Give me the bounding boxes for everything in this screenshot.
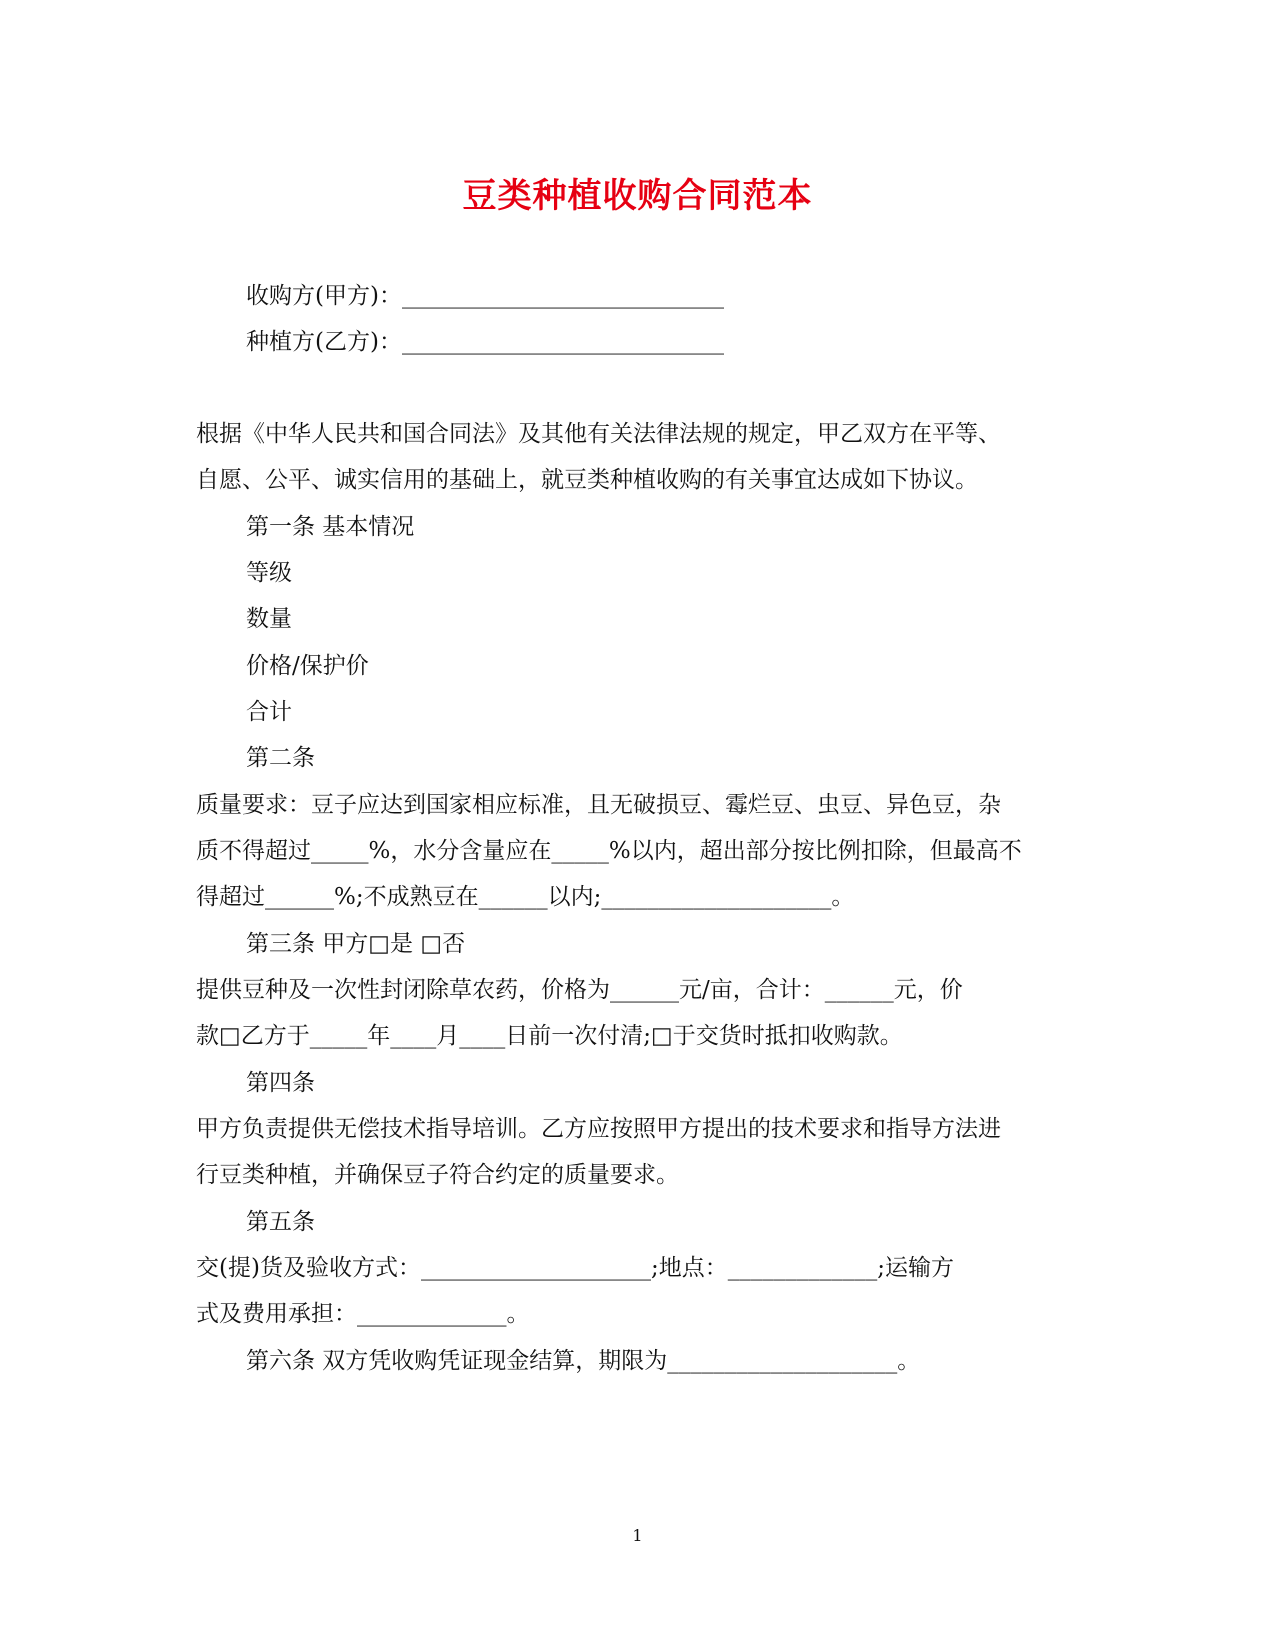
page-number: 1 — [632, 1526, 643, 1545]
article-5-heading: 第五条 — [246, 1209, 315, 1235]
article-3-heading: 第三条 甲方□是 □否 — [246, 931, 466, 957]
article-3-line-1: 提供豆种及一次性封闭除草农药，价格为______元/亩，合计：______元，价 — [196, 977, 963, 1003]
article-5-line-1: 交(提)货及验收方式：____________________;地点：_____________;运输方 — [196, 1255, 954, 1281]
article-2-line-1: 质量要求：豆子应达到国家相应标准，且无破损豆、霉烂豆、虫豆、异色豆，杂 — [196, 792, 1001, 818]
article-2-line-3: 得超过______%;不成熟豆在______以内;____________________。 — [196, 884, 855, 910]
grower-party-line: 种植方(乙方)：____________________________ — [246, 329, 724, 355]
buyer-party-line: 收购方(甲方)：____________________________ — [246, 283, 724, 309]
article-6-line: 第六条 双方凭收购凭证现金结算，期限为____________________。 — [246, 1348, 921, 1374]
article-3-line-2: 款□乙方于_____年____月____日前一次付清;□于交货时抵扣收购款。 — [196, 1023, 903, 1049]
article-1-heading: 第一条 基本情况 — [246, 514, 415, 540]
article-2-heading: 第二条 — [246, 745, 315, 771]
preamble-line-2: 自愿、公平、诚实信用的基础上，就豆类种植收购的有关事宜达成如下协议。 — [196, 467, 978, 493]
article-4-heading: 第四条 — [246, 1070, 315, 1096]
article-2-line-2: 质不得超过_____%，水分含量应在_____%以内，超出部分按比例扣除，但最高不 — [196, 838, 1022, 864]
article-4-line-2: 行豆类种植，并确保豆子符合约定的质量要求。 — [196, 1162, 679, 1188]
document-title: 豆类种植收购合同范本 — [462, 176, 813, 216]
article-1-grade: 等级 — [246, 560, 292, 586]
article-1-quantity: 数量 — [246, 606, 292, 632]
article-4-line-1: 甲方负责提供无偿技术指导培训。乙方应按照甲方提出的技术要求和指导方法进 — [196, 1116, 1001, 1142]
article-1-total: 合计 — [246, 699, 292, 725]
article-5-line-2: 式及费用承担：_____________。 — [196, 1301, 530, 1327]
article-1-price: 价格/保护价 — [246, 653, 369, 679]
preamble-line-1: 根据《中华人民共和国合同法》及其他有关法律法规的规定，甲乙双方在平等、 — [196, 421, 1001, 447]
